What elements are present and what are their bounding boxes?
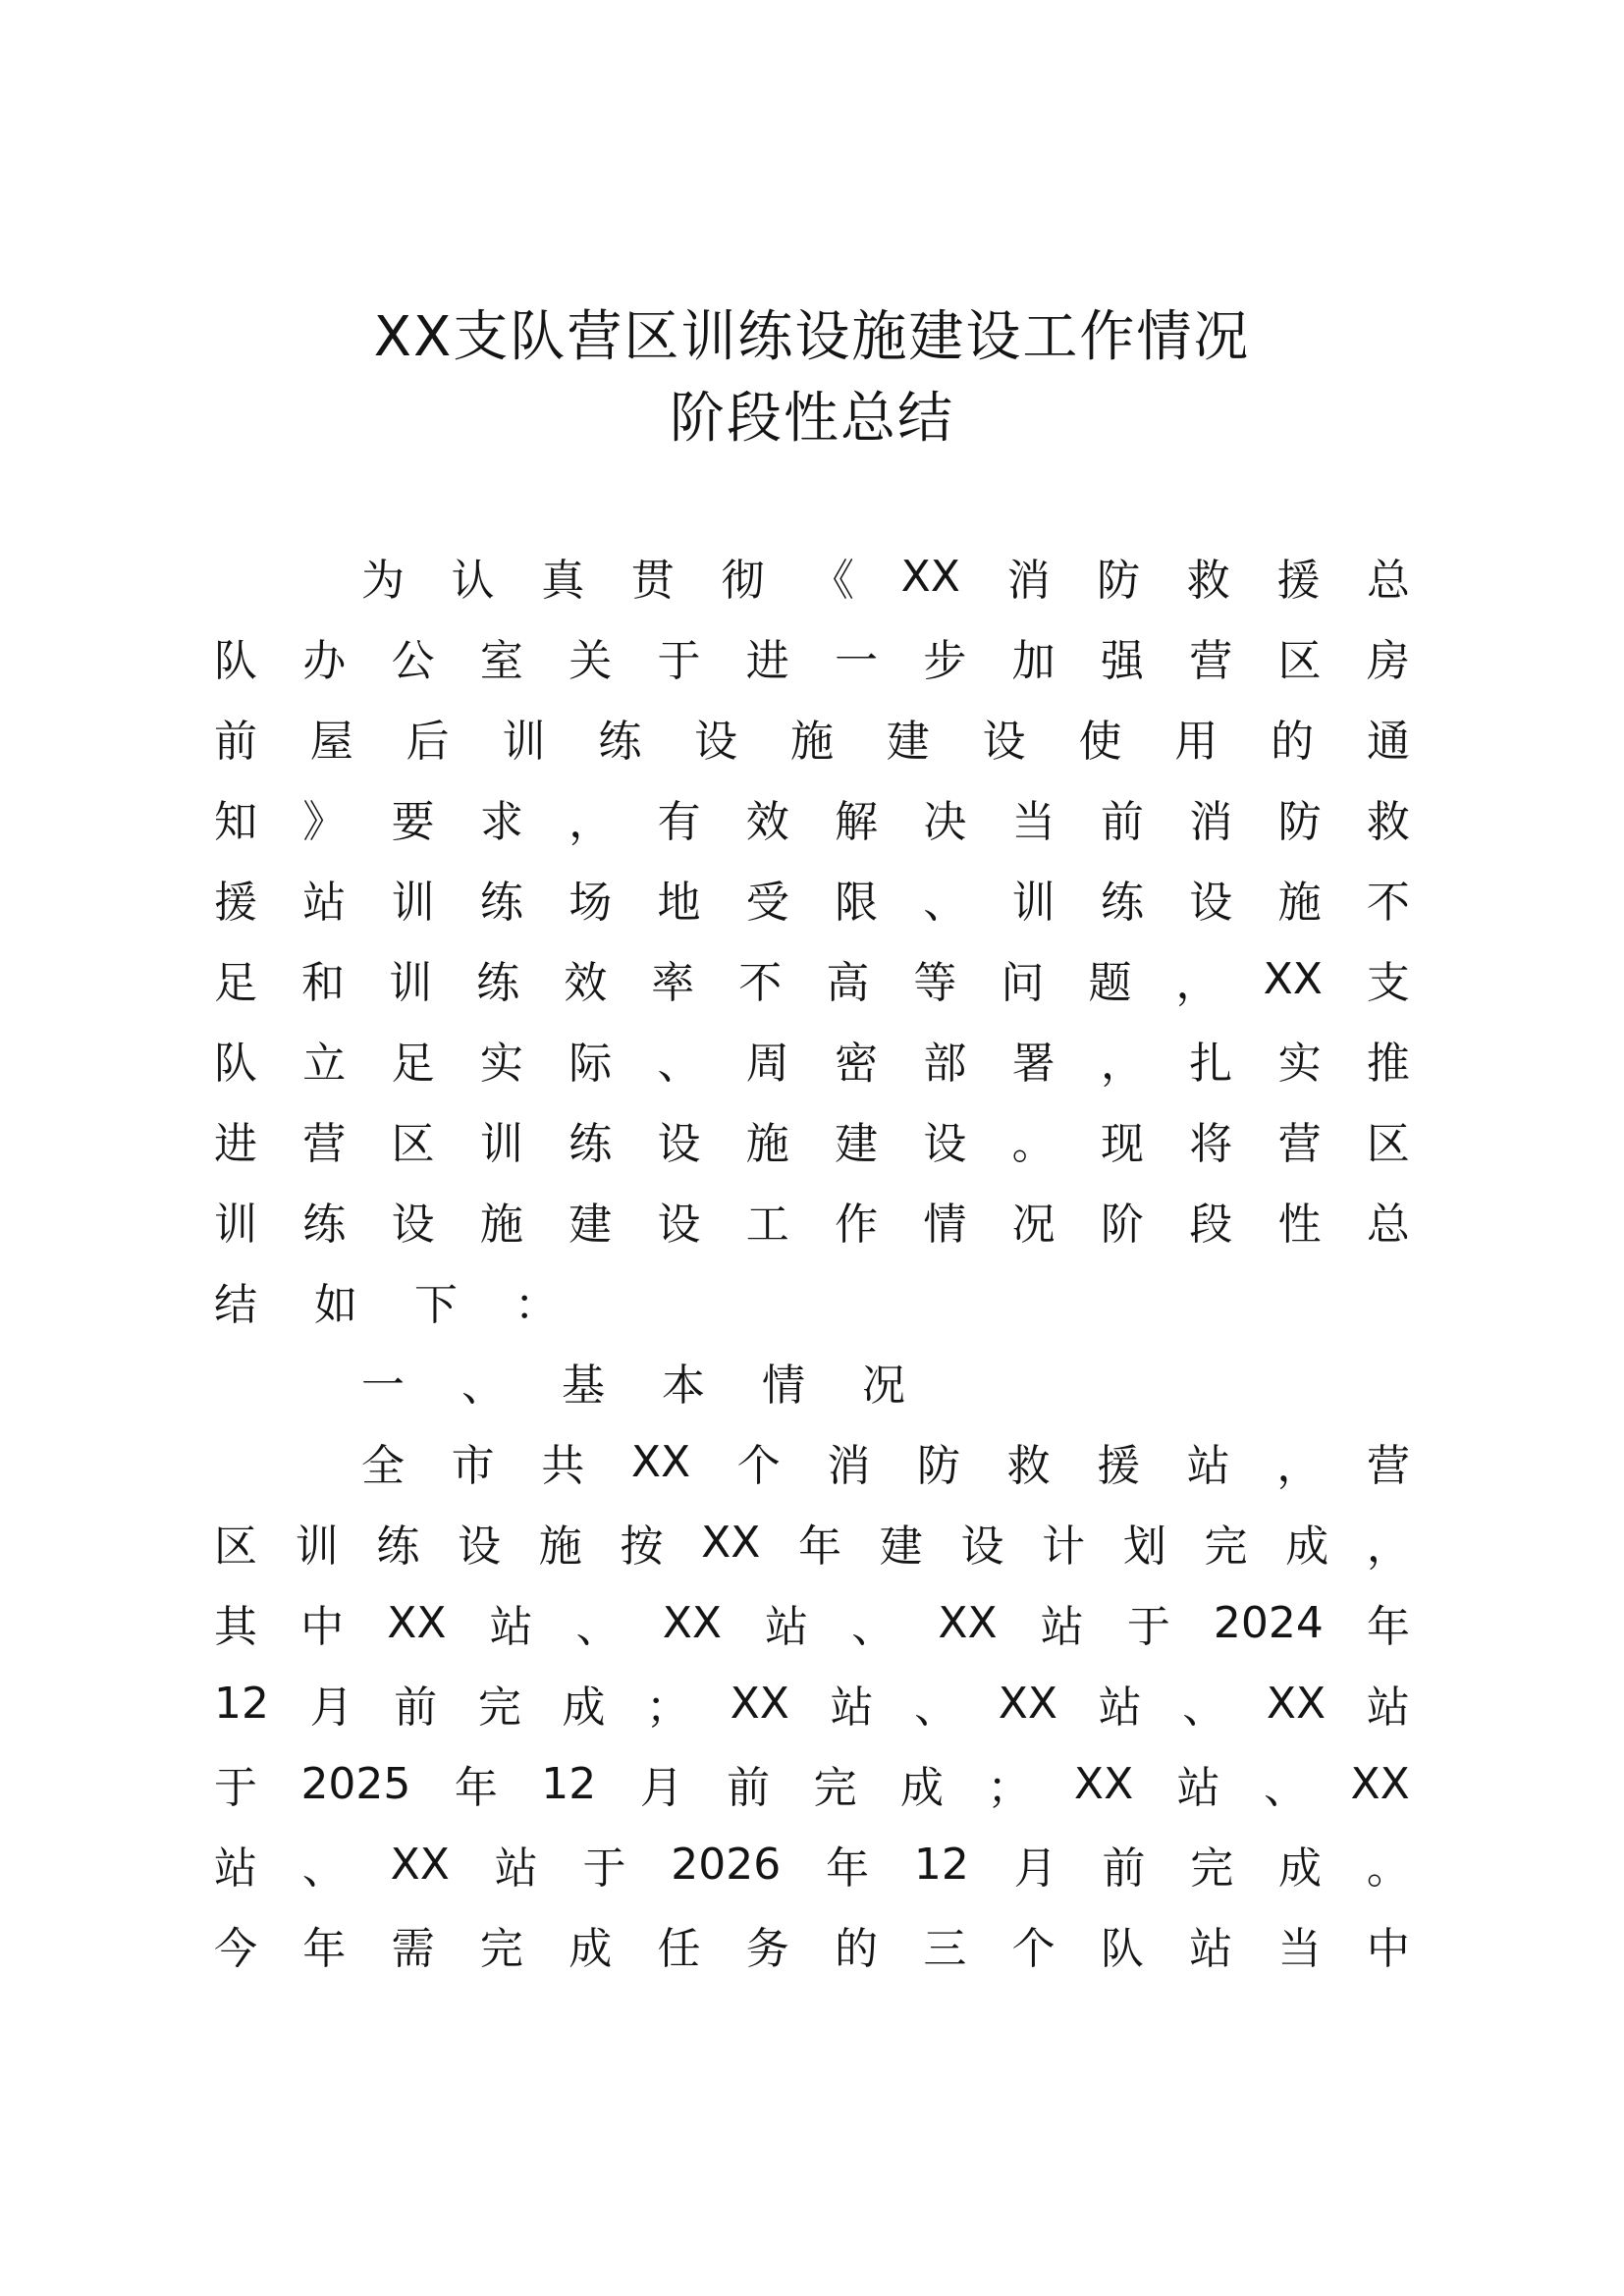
text-token: XX: [900, 551, 960, 602]
text-token: 年: [302, 1924, 347, 1974]
text-token: 效: [745, 797, 789, 847]
text-line: [214, 697, 1410, 777]
text-token: 营: [1367, 1441, 1410, 1491]
text-token: 决: [923, 797, 967, 847]
text-token: 设: [982, 717, 1026, 767]
text-token: 工: [745, 1200, 789, 1250]
text-token: 建: [568, 1200, 613, 1250]
text-token: 完: [477, 1682, 521, 1733]
text-token: 需: [391, 1924, 435, 1974]
text-token: 使: [1078, 717, 1122, 767]
text-token: 今: [214, 1924, 257, 1974]
text-token: ；: [987, 1763, 1031, 1813]
text-token: 队: [214, 636, 257, 686]
text-token: 、: [575, 1602, 620, 1652]
text-line: [214, 1743, 1410, 1824]
text-token: 彻: [721, 556, 765, 606]
text-token: 场: [568, 878, 613, 928]
text-line: [214, 1180, 1410, 1260]
text-token: XX: [1350, 1758, 1410, 1809]
text-token: 。: [1366, 1843, 1410, 1894]
text-token: 完: [1190, 1843, 1234, 1894]
text-token: 于: [214, 1763, 257, 1813]
text-token: 月: [639, 1763, 683, 1813]
text-token: 总: [1367, 556, 1410, 606]
text-token: 性: [1277, 1200, 1322, 1250]
text-token: 成: [562, 1682, 606, 1733]
text-token: 求: [479, 797, 523, 847]
text-token: 前: [1102, 1843, 1146, 1894]
text-token: 设: [960, 1522, 1004, 1572]
text-token: 营: [302, 1119, 347, 1169]
text-token: 中: [300, 1602, 345, 1652]
text-token: 实: [1277, 1039, 1322, 1089]
text-token: 等: [913, 958, 957, 1008]
text-token: 设: [657, 1200, 701, 1250]
text-token: 限: [835, 878, 879, 928]
text-token: 成: [900, 1763, 945, 1813]
text-token: 。: [1011, 1119, 1056, 1169]
text-token: 支: [1366, 958, 1410, 1008]
text-token: 营: [1189, 636, 1233, 686]
text-token: 练: [476, 958, 520, 1008]
text-token: 年: [454, 1763, 498, 1813]
text-token: 建: [879, 1522, 923, 1572]
text-token: 月: [1013, 1843, 1057, 1894]
text-token: 认: [451, 556, 495, 606]
text-token: ，: [1366, 1522, 1410, 1572]
text-token: 设: [458, 1522, 502, 1572]
text-token: XX: [630, 1436, 691, 1487]
text-token: 、: [851, 1602, 895, 1652]
text-line: [214, 536, 1410, 616]
text-token: 设: [923, 1119, 967, 1169]
text-token: 将: [1189, 1119, 1233, 1169]
text-token: 下: [414, 1280, 458, 1330]
text-token: 训: [479, 1119, 523, 1169]
text-token: XX: [1263, 953, 1323, 1004]
text-token: 部: [923, 1039, 967, 1089]
text-token: 、: [461, 1361, 505, 1411]
text-token: 消: [1006, 556, 1051, 606]
text-token: 2025: [300, 1758, 411, 1809]
text-token: 设: [1189, 878, 1233, 928]
text-token: XX: [1266, 1678, 1326, 1729]
text-token: 练: [598, 717, 642, 767]
text-line: [214, 1099, 1410, 1180]
text-token: XX: [387, 1597, 447, 1648]
text-token: 成: [1278, 1843, 1323, 1894]
text-token: XX: [938, 1597, 998, 1648]
text-token: 施: [789, 717, 834, 767]
text-token: 站: [214, 1843, 257, 1894]
text-token: 施: [1277, 878, 1322, 928]
text-token: XX: [730, 1678, 789, 1729]
title-line-2: 阶段性总结: [670, 387, 954, 451]
text-token: 密: [835, 1039, 879, 1089]
text-token: 、: [657, 1039, 701, 1089]
text-token: 站: [1366, 1682, 1410, 1733]
text-token: 训: [214, 1200, 257, 1250]
text-token: 设: [657, 1119, 701, 1169]
text-token: 2024: [1213, 1597, 1324, 1648]
text-token: 真: [541, 556, 585, 606]
text-token: 、: [923, 878, 967, 928]
text-token: 队: [1100, 1924, 1144, 1974]
text-token: 计: [1042, 1522, 1086, 1572]
text-token: 中: [1366, 1924, 1410, 1974]
text-token: 设: [391, 1200, 435, 1250]
text-token: ，: [1100, 1039, 1144, 1089]
text-token: 知: [214, 797, 257, 847]
text-token: 12: [541, 1758, 597, 1809]
text-token: 站: [830, 1682, 874, 1733]
basic-situation-paragraph: [214, 1421, 1410, 1985]
text-token: 援: [1276, 556, 1321, 606]
text-token: 总: [1366, 1200, 1410, 1250]
text-token: 队: [214, 1039, 257, 1089]
text-token: 成: [568, 1924, 613, 1974]
text-token: 屋: [309, 717, 353, 767]
text-token: 本: [662, 1361, 705, 1411]
text-token: 站: [1186, 1441, 1230, 1491]
text-token: 区: [1366, 1119, 1410, 1169]
text-line: [214, 938, 1410, 1019]
text-token: 推: [1366, 1039, 1410, 1089]
text-token: 年: [1367, 1602, 1410, 1652]
text-token: 前: [1100, 797, 1144, 847]
text-token: 关: [568, 636, 613, 686]
text-line: [214, 858, 1410, 938]
text-token: 结: [214, 1280, 257, 1330]
text-token: 训: [502, 717, 546, 767]
document-body: [214, 536, 1410, 1985]
text-token: 通: [1366, 717, 1410, 767]
text-token: 步: [923, 636, 967, 686]
text-token: 练: [1100, 878, 1144, 928]
text-token: 用: [1174, 717, 1218, 767]
text-token: 练: [376, 1522, 420, 1572]
text-token: 况: [862, 1361, 905, 1411]
text-token: 、: [1264, 1763, 1308, 1813]
text-token: 当: [1011, 797, 1056, 847]
text-token: 其: [214, 1602, 257, 1652]
text-token: 个: [1011, 1924, 1056, 1974]
text-token: 作: [835, 1200, 879, 1250]
text-token: 公: [391, 636, 435, 686]
text-line: [214, 1341, 1410, 1421]
text-token: 施: [479, 1200, 523, 1250]
text-token: 扎: [1189, 1039, 1233, 1089]
text-token: 有: [657, 797, 701, 847]
text-token: 个: [736, 1441, 781, 1491]
text-token: 训: [389, 958, 433, 1008]
text-token: 救: [1366, 797, 1410, 847]
text-token: 、: [914, 1682, 958, 1733]
text-token: 三: [923, 1924, 967, 1974]
text-token: 不: [1366, 878, 1410, 928]
text-token: 况: [1011, 1200, 1056, 1250]
text-token: 情: [923, 1200, 967, 1250]
text-token: 地: [657, 878, 701, 928]
document-title: [214, 296, 1410, 459]
text-token: 前: [394, 1682, 438, 1733]
text-token: 站: [765, 1602, 809, 1652]
text-token: 进: [745, 636, 789, 686]
text-token: 按: [620, 1522, 664, 1572]
text-token: ，: [1276, 1441, 1321, 1491]
text-token: 足: [391, 1039, 435, 1089]
text-token: XX: [701, 1517, 761, 1568]
text-token: 不: [738, 958, 783, 1008]
text-token: 完: [1204, 1522, 1248, 1572]
text-token: 要: [391, 797, 435, 847]
text-token: 足: [214, 958, 257, 1008]
text-token: 练: [479, 878, 523, 928]
text-token: 室: [479, 636, 523, 686]
text-token: 务: [745, 1924, 789, 1974]
text-line: [214, 777, 1410, 858]
text-token: 完: [479, 1924, 523, 1974]
text-token: 于: [657, 636, 701, 686]
text-token: XX: [390, 1839, 450, 1890]
text-token: 基: [562, 1361, 605, 1411]
text-token: 后: [406, 717, 450, 767]
text-token: 题: [1088, 958, 1132, 1008]
text-token: ，: [1175, 958, 1219, 1008]
text-token: 为: [361, 556, 405, 606]
text-token: 进: [214, 1119, 257, 1169]
text-token: 防: [1097, 556, 1141, 606]
text-line: [214, 1019, 1410, 1099]
text-token: 完: [813, 1763, 857, 1813]
text-token: 练: [568, 1119, 613, 1169]
text-token: 市: [451, 1441, 495, 1491]
text-token: 《: [811, 556, 855, 606]
text-token: 、: [1182, 1682, 1226, 1733]
text-token: 解: [835, 797, 879, 847]
text-token: XX: [998, 1678, 1058, 1729]
text-token: 年: [798, 1522, 842, 1572]
text-token: 共: [541, 1441, 585, 1491]
text-token: 的: [1271, 717, 1315, 767]
text-token: 、: [301, 1843, 346, 1894]
text-token: 救: [1186, 556, 1230, 606]
text-token: 站: [489, 1602, 533, 1652]
text-token: 消: [827, 1441, 871, 1491]
text-token: 高: [826, 958, 870, 1008]
title-line-1: XX支队营区训练设施建设工作情况: [373, 305, 1251, 369]
text-token: 施: [745, 1119, 789, 1169]
text-token: 防: [916, 1441, 960, 1491]
text-token: 练: [302, 1200, 347, 1250]
text-token: 房: [1366, 636, 1410, 686]
text-line: [214, 1502, 1410, 1582]
text-line: [214, 1824, 1410, 1904]
section-heading-basic-situation: [214, 1341, 1410, 1421]
text-token: 援: [214, 878, 257, 928]
text-token: 划: [1122, 1522, 1166, 1572]
text-token: 区: [214, 1522, 257, 1572]
text-token: 站: [1189, 1924, 1233, 1974]
text-token: 救: [1006, 1441, 1051, 1491]
text-token: 前: [727, 1763, 771, 1813]
text-token: 援: [1097, 1441, 1141, 1491]
text-token: XX: [662, 1597, 723, 1648]
text-token: 当: [1277, 1924, 1322, 1974]
text-token: 率: [651, 958, 695, 1008]
text-token: 办: [302, 636, 347, 686]
text-token: 和: [301, 958, 346, 1008]
text-token: 12: [214, 1678, 269, 1729]
text-token: 全: [361, 1441, 405, 1491]
text-token: 实: [479, 1039, 523, 1089]
text-token: 2026: [671, 1839, 782, 1890]
text-token: 训: [391, 878, 435, 928]
text-token: 加: [1011, 636, 1056, 686]
text-token: 年: [826, 1843, 870, 1894]
text-token: 问: [1001, 958, 1045, 1008]
text-token: 于: [1126, 1602, 1170, 1652]
text-token: XX: [1073, 1758, 1134, 1809]
text-token: 站: [1040, 1602, 1084, 1652]
text-token: 如: [314, 1280, 357, 1330]
text-token: 任: [657, 1924, 701, 1974]
text-token: 站: [494, 1843, 538, 1894]
text-token: 阶: [1100, 1200, 1144, 1250]
text-token: 于: [582, 1843, 626, 1894]
text-line: [214, 1582, 1410, 1663]
text-token: 一: [835, 636, 879, 686]
text-line: [214, 1421, 1410, 1502]
text-token: 前: [214, 717, 257, 767]
text-token: 12: [913, 1839, 969, 1890]
text-token: 建: [835, 1119, 879, 1169]
text-line: [214, 1904, 1410, 1985]
text-token: ；: [646, 1682, 690, 1733]
text-token: 防: [1277, 797, 1322, 847]
text-token: 周: [745, 1039, 789, 1089]
text-token: 营: [1277, 1119, 1322, 1169]
text-token: 成: [1285, 1522, 1329, 1572]
text-token: 建: [886, 717, 930, 767]
text-token: ，: [568, 797, 613, 847]
text-token: 一: [361, 1361, 405, 1411]
text-token: 受: [745, 878, 789, 928]
text-token: 区: [391, 1119, 435, 1169]
text-token: 段: [1189, 1200, 1233, 1250]
text-token: 站: [1098, 1682, 1142, 1733]
text-token: 月: [309, 1682, 353, 1733]
text-token: 训: [1011, 878, 1056, 928]
text-line: [214, 616, 1410, 697]
text-token: 现: [1100, 1119, 1144, 1169]
text-token: 站: [1176, 1763, 1220, 1813]
text-token: 贯: [630, 556, 675, 606]
text-token: 施: [538, 1522, 582, 1572]
text-token: ：: [514, 1280, 558, 1330]
text-token: 消: [1189, 797, 1233, 847]
text-token: 际: [568, 1039, 613, 1089]
intro-paragraph: [214, 536, 1410, 1341]
text-token: 的: [835, 1924, 879, 1974]
text-line: [214, 1260, 1410, 1341]
text-token: 效: [564, 958, 608, 1008]
text-line: [214, 1663, 1410, 1743]
text-token: 设: [694, 717, 738, 767]
text-token: 强: [1100, 636, 1144, 686]
text-token: 站: [302, 878, 347, 928]
text-token: 训: [295, 1522, 339, 1572]
text-token: 署: [1011, 1039, 1056, 1089]
text-token: 情: [762, 1361, 805, 1411]
text-token: 立: [302, 1039, 347, 1089]
text-token: 》: [302, 797, 347, 847]
text-token: 区: [1277, 636, 1322, 686]
